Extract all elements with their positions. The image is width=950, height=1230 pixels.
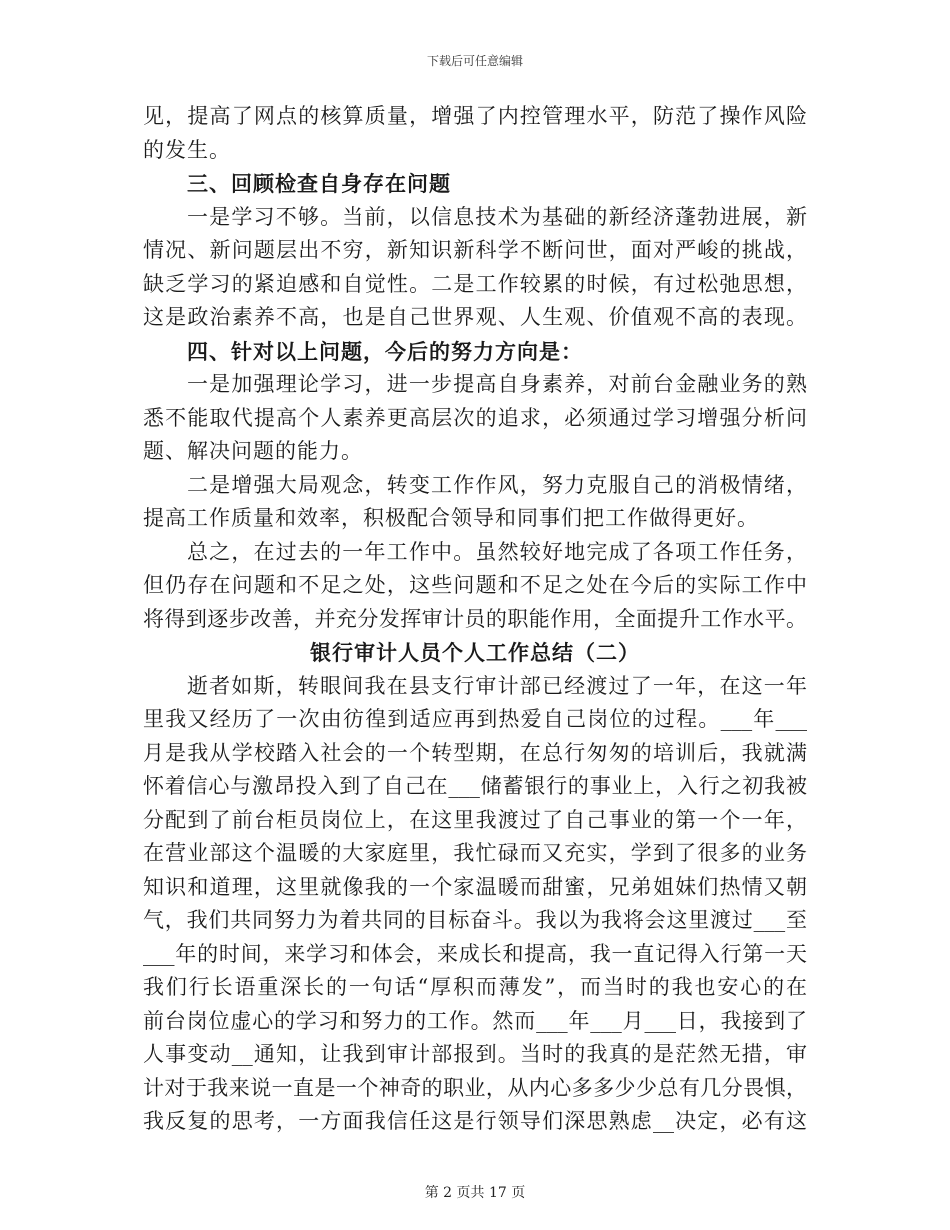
text-line: 怀着信心与激昂投入到了自己在___储蓄银行的事业上，入行之初我被 xyxy=(143,774,807,798)
text-line: 逝者如斯，转眼间我在县支行审计部已经渡过了一年，在这一年 xyxy=(187,673,807,698)
text-line: 总之，在过去的一年工作中。虽然较好地完成了各项工作任务， xyxy=(187,539,807,564)
section-heading: 四、针对以上问题，今后的努力方向是： xyxy=(187,338,583,364)
text-line: 二是增强大局观念，转变工作作风，努力克服自己的消极情绪， xyxy=(187,472,807,497)
text-line: 缺乏学习的紧迫感和自觉性。二是工作较累的时候，有过松弛思想， xyxy=(143,271,807,296)
text-line: 悉不能取代提高个人素养更高层次的追求，必须通过学习增强分析问 xyxy=(143,405,807,430)
text-line: 计对于我来说一直是一个神奇的职业，从内心多多少少总有几分畏惧， xyxy=(143,1075,807,1100)
text-line: 气，我们共同努力为着共同的目标奋斗。我以为我将会这里渡过___至 xyxy=(143,908,807,932)
text-line: 在营业部这个温暖的大家庭里，我忙碌而又充实，学到了很多的业务 xyxy=(143,841,807,865)
text-line: ___年的时间，来学习和体会，来成长和提高，我一直记得入行第一天 xyxy=(143,941,807,966)
text-line: 一是学习不够。当前，以信息技术为基础的新经济蓬勃进展，新 xyxy=(187,204,807,229)
text-line: 将得到逐步改善，并充分发挥审计员的职能作用，全面提升工作水平。 xyxy=(143,606,807,631)
section-title: 银行审计人员个人工作总结（二） xyxy=(310,640,640,665)
text-line: 知识和道理，这里就像我的一个家温暖而甜蜜，兄弟姐妹们热情又朝 xyxy=(143,874,807,899)
text-line: 见，提高了网点的核算质量，增强了内控管理水平，防范了操作风险 xyxy=(143,104,807,128)
text-line: 里我又经历了一次由彷徨到适应再到热爱自己岗位的过程。___年___ xyxy=(143,707,807,731)
text-line: 的发生。 xyxy=(143,137,231,162)
document-body xyxy=(143,100,807,1139)
text-line: 前台岗位虚心的学习和努力的工作。然而___年___月___日，我接到了 xyxy=(143,1008,807,1033)
page-footer: 第 2 页共 17 页 xyxy=(424,1185,526,1201)
section-heading: 三、回顾检查自身存在问题 xyxy=(187,171,451,196)
page-header: 下载后可任意编辑 xyxy=(426,54,523,68)
text-line: 这是政治素养不高，也是自己世界观、人生观、价值观不高的表现。 xyxy=(143,305,807,329)
text-line: 题、解决问题的能力。 xyxy=(143,439,363,463)
text-line: 一是加强理论学习，进一步提高自身素养，对前台金融业务的熟 xyxy=(187,372,807,396)
text-line: 分配到了前台柜员岗位上，在这里我渡过了自己事业的第一个一年， xyxy=(143,807,807,832)
text-line: 提高工作质量和效率，积极配合领导和同事们把工作做得更好。 xyxy=(143,506,759,530)
text-line: 月是我从学校踏入社会的一个转型期，在总行匆匆的培训后，我就满 xyxy=(143,740,807,765)
text-line: 我反复的思考，一方面我信任这是行领导们深思熟虑__决定，必有这 xyxy=(143,1109,807,1133)
text-line: 人事变动__通知，让我到审计部报到。当时的我真的是茫然无措，审 xyxy=(143,1042,807,1066)
text-line: 但仍存在问题和不足之处，这些问题和不足之处在今后的实际工作中 xyxy=(143,573,807,597)
text-line: 情况、新问题层出不穷，新知识新科学不断问世，面对严峻的挑战， xyxy=(143,238,807,262)
text-line: 我们行长语重深长的一句话“厚积而薄发”，而当时的我也安心的在 xyxy=(143,975,807,999)
